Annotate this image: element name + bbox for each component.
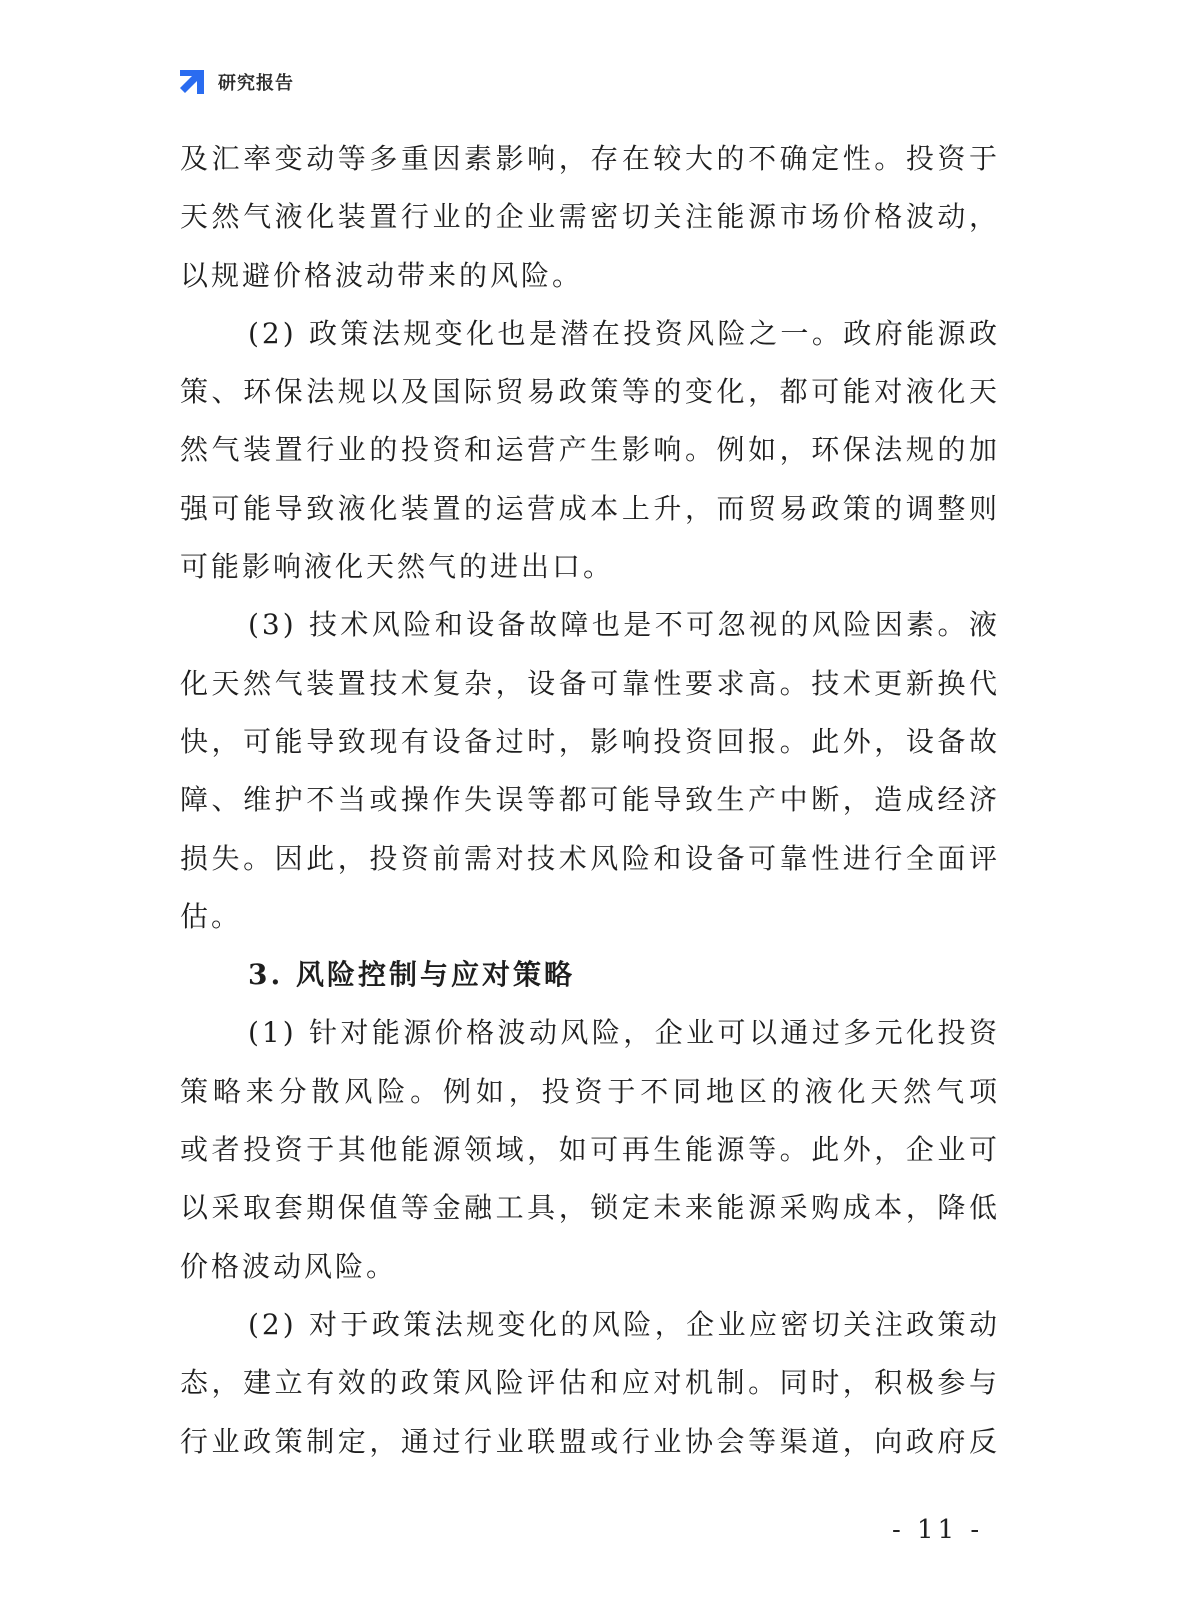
text-line: 策略来分散风险。例如，投资于不同地区的液化天然气项	[180, 1074, 1000, 1108]
report-header	[176, 66, 294, 98]
text-line: 及汇率变动等多重因素影响，存在较大的不确定性。投资于	[180, 142, 1000, 175]
paragraph-start-line: (1) 针对能源价格波动风险，企业可以通过多元化投资	[248, 1016, 1000, 1050]
text-line: 以规避价格波动带来的风险。	[180, 258, 584, 292]
page-number: - 11 -	[892, 1515, 984, 1545]
text-line: 或者投资于其他能源领域，如可再生能源等。此外，企业可	[180, 1133, 1000, 1167]
paragraph-start-line: (2) 对于政策法规变化的风险，企业应密切关注政策动	[248, 1307, 1000, 1341]
text-line: 态，建立有效的政策风险评估和应对机制。同时，积极参与	[180, 1366, 1000, 1400]
report-header-label: 研究报告	[218, 73, 294, 94]
section-heading: 3. 风险控制与应对策略	[248, 958, 575, 992]
text-line: 价格波动风险。	[180, 1249, 398, 1283]
text-line: 以采取套期保值等金融工具，锁定未来能源采购成本，降低	[180, 1191, 1000, 1225]
text-line: 估。	[180, 899, 243, 933]
document-body	[180, 130, 1000, 1471]
text-line: 化天然气装置技术复杂，设备可靠性要求高。技术更新换代	[180, 666, 1000, 700]
text-line: 策、环保法规以及国际贸易政策等的变化，都可能对液化天	[180, 375, 1000, 409]
arrow-up-right-icon	[176, 66, 208, 98]
text-line: 行业政策制定，通过行业联盟或行业协会等渠道，向政府反	[180, 1424, 1000, 1458]
text-line: 强可能导致液化装置的运营成本上升，而贸易政策的调整则	[180, 491, 1000, 525]
text-line: 快，可能导致现有设备过时，影响投资回报。此外，设备故	[180, 724, 1000, 758]
text-line: 损失。因此，投资前需对技术风险和设备可靠性进行全面评	[180, 841, 1000, 875]
text-line: 障、维护不当或操作失误等都可能导致生产中断，造成经济	[180, 783, 1000, 817]
paragraph-start-line: (2) 政策法规变化也是潜在投资风险之一。政府能源政	[248, 316, 1000, 350]
text-line: 可能影响液化天然气的进出口。	[180, 550, 615, 584]
text-line: 然气装置行业的投资和运营产生影响。例如，环保法规的加	[180, 433, 1000, 467]
text-line: 天然气液化装置行业的企业需密切关注能源市场价格波动，	[180, 200, 1000, 234]
paragraph-start-line: (3) 技术风险和设备故障也是不可忽视的风险因素。液	[248, 608, 1000, 642]
